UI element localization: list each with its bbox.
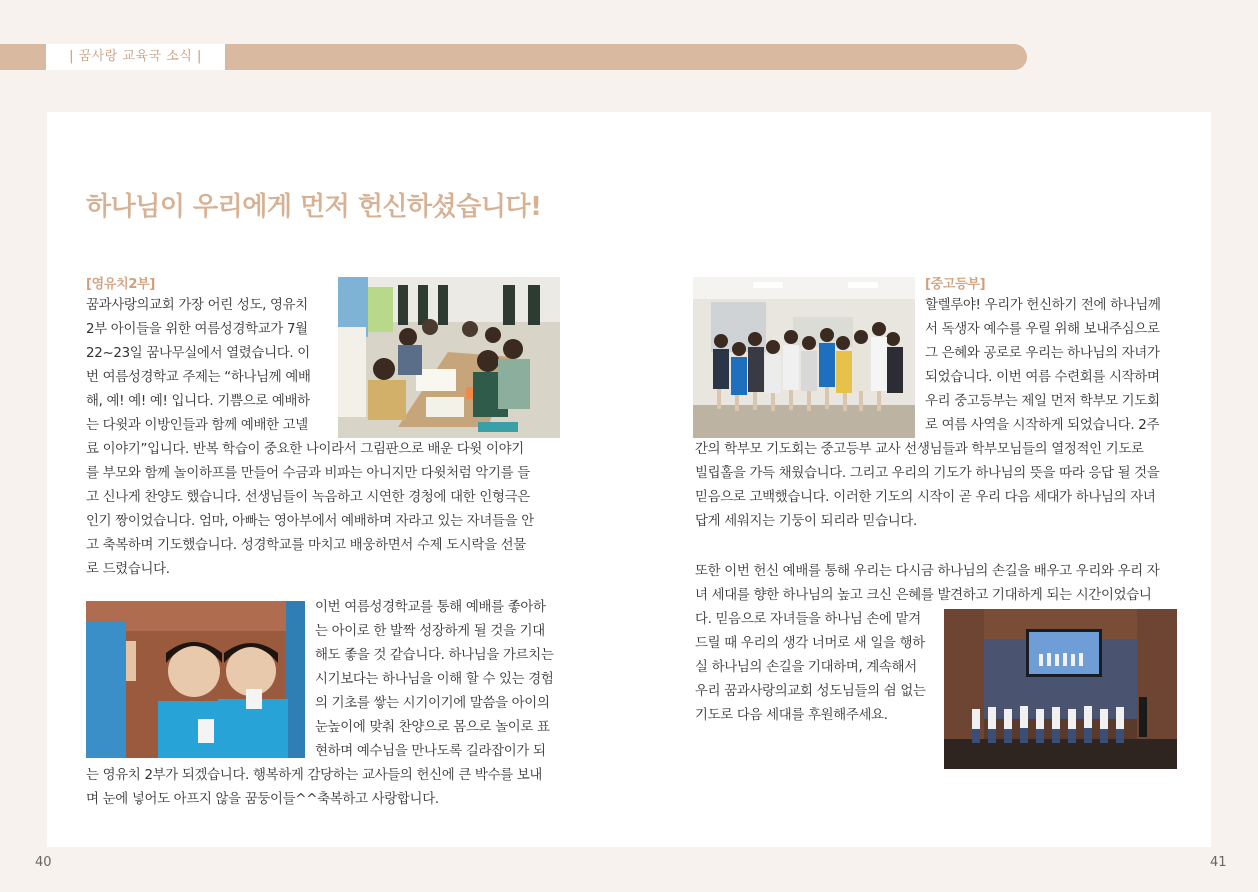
text-line: 를 부모와 함께 놀이하프를 만들어 수금과 비파는 아니지만 다윗처럼 악기를 들 [86, 466, 530, 481]
text-line: 며 눈에 넣어도 아프지 않을 꿈둥이들^^축복하고 사랑합니다. [86, 792, 439, 807]
text-line: 되었습니다. 이번 여름 수련회를 시작하며 [925, 370, 1160, 385]
text-line: 는 영유치 2부가 되겠습니다. 행복하게 감당하는 교사들의 헌신에 큰 박수를 보내 [86, 768, 543, 783]
page-number-right: 41 [1210, 855, 1227, 870]
text-line: 다. 믿음으로 자녀들을 하나님 손에 맡겨 [695, 612, 921, 627]
kids-eating-photo [86, 601, 305, 758]
text-line: 고 신나게 찬양도 했습니다. 선생님들이 녹음하고 시연한 경청에 대한 인형극은 [86, 490, 530, 505]
text-line: 시기보다는 하나님을 이해 할 수 있는 경험 [315, 672, 554, 687]
section-heading-youth: [중고등부] [925, 277, 986, 292]
text-line: 22~23일 꿈나무실에서 열렸습니다. 이 [86, 346, 310, 361]
text-line: 꿈과사랑의교회 가장 어린 성도, 영유치 [86, 298, 308, 313]
text-line: 고 축복하며 기도했습니다. 성경학교를 마치고 배웅하면서 수제 도시락을 선물 [86, 538, 526, 553]
text-line: 우리 중고등부는 제일 먼저 학부모 기도회 [925, 394, 1160, 409]
text-line: 할렐루야! 우리가 헌신하기 전에 하나님께 [925, 298, 1161, 313]
page-number-left: 40 [35, 855, 52, 870]
text-line: 서 독생자 예수를 우릴 위해 보내주심으로 [925, 322, 1160, 337]
text-line: 로 드렸습니다. [86, 562, 170, 577]
text-line: 료 이야기”입니다. 반복 학습이 중요한 나이라서 그림판으로 배운 다윗 이야기 [86, 442, 524, 457]
text-line: 눈높이에 맞춰 찬양으로 몸으로 놀이로 표 [315, 720, 550, 735]
text-line: 빌립홀을 가득 채웠습니다. 그리고 우리의 기도가 하나님의 뜻을 따라 응답 될 것을 [695, 466, 1160, 481]
text-line: 현하며 예수님을 만나도록 길라잡이가 되 [315, 744, 546, 759]
text-line: 해, 예! 예! 예! 입니다. 기쁨으로 예배하 [86, 394, 310, 409]
text-line: 실 하나님의 손길을 기대하며, 계속해서 [695, 660, 917, 675]
youth-stage-photo [944, 609, 1177, 769]
section-label: | 꿈사랑 교육국 소식 | [46, 44, 225, 70]
section-heading-kids: [영유치2부] [86, 277, 156, 292]
text-line: 해도 좋을 것 같습니다. 하나님을 가르치는 [315, 648, 554, 663]
kids-classroom-photo [338, 277, 560, 438]
text-line: 기도로 다음 세대를 후원해주세요. [695, 708, 888, 723]
text-line: 믿음으로 고백했습니다. 이러한 기도의 시작이 곧 우리 다음 세대가 하나님의 자녀 [695, 490, 1156, 505]
text-line: 우리 꿈과사랑의교회 성도님들의 쉼 없는 [695, 684, 926, 699]
text-line: 2부 아이들을 위한 여름성경학교가 7월 [86, 322, 308, 337]
text-line: 간의 학부모 기도회는 중고등부 교사 선생님들과 학부모님들의 열정적인 기도로 [695, 442, 1144, 457]
text-line: 인기 짱이었습니다. 엄마, 아빠는 영아부에서 예배하며 자라고 있는 자녀들을 안 [86, 514, 534, 529]
text-line: 번 여름성경학교 주제는 “하나님께 예배 [86, 370, 311, 385]
youth-paragraph-1 [695, 294, 1161, 534]
text-line: 는 아이로 한 발짝 성장하게 될 것을 기대 [315, 624, 545, 639]
text-line: 이번 여름성경학교를 통해 예배를 좋아하 [315, 600, 546, 615]
text-line: 그 은혜와 공로로 우리는 하나님의 자녀가 [925, 346, 1160, 361]
text-line: 또한 이번 헌신 예배를 통해 우리는 다시금 하나님의 손길을 배우고 우리와 우리 자 [695, 564, 1160, 579]
text-line: 답게 세워지는 기둥이 되리라 믿습니다. [695, 514, 917, 529]
page-title: 하나님이 우리에게 먼저 헌신하셨습니다! [86, 192, 542, 222]
text-line: 녀 세대를 향한 하나님의 높고 크신 은혜를 발견하고 기대하게 되는 시간이었습니 [695, 588, 1152, 603]
youth-group-photo [693, 277, 915, 438]
text-line: 로 여름 사역을 시작하게 되었습니다. 2주 [925, 418, 1160, 433]
text-line: 의 기초를 쌓는 시기이기에 말씀을 아이의 [315, 696, 550, 711]
kids-paragraph-2 [86, 596, 554, 812]
text-line: 드릴 때 우리의 생각 너머로 새 일을 행하 [695, 636, 925, 651]
text-line: 는 다윗과 이방인들과 함께 예배한 고넬 [86, 418, 308, 433]
